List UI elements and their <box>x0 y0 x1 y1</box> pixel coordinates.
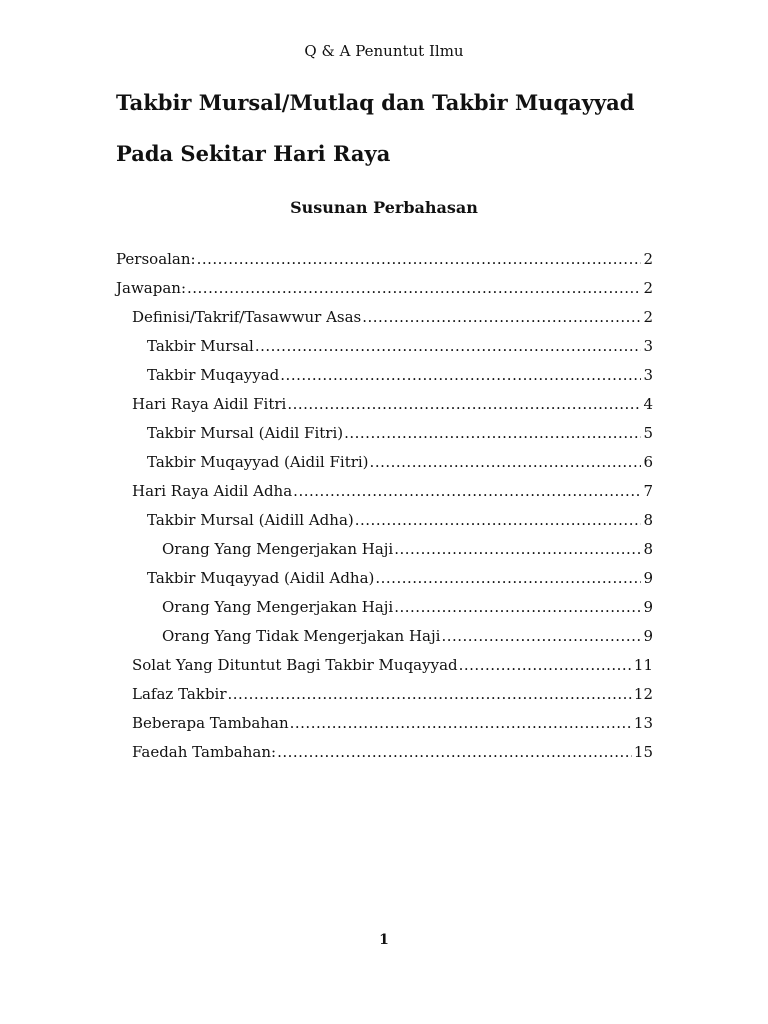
toc-entry[interactable] <box>116 537 653 566</box>
toc-entry-label: Persoalan: <box>116 250 196 268</box>
toc-entry-page: 2 <box>643 308 653 326</box>
toc-entry-page: 3 <box>643 366 653 384</box>
toc-entry-page: 9 <box>643 627 653 645</box>
toc-heading: Susunan Perbahasan <box>290 198 478 217</box>
toc-entry[interactable] <box>116 450 653 479</box>
toc-entry-label: Orang Yang Tidak Mengerjakan Haji <box>162 627 441 645</box>
toc-leader-dots <box>287 392 641 416</box>
toc-entry-label: Solat Yang Dituntut Bagi Takbir Muqayyad <box>132 656 458 674</box>
toc-entry-page: 8 <box>643 540 653 558</box>
toc-entry[interactable] <box>116 305 653 334</box>
toc-entry-page: 12 <box>633 685 653 703</box>
toc-entry-label: Takbir Mursal (Aidill Adha) <box>147 511 354 529</box>
toc-entry[interactable] <box>116 624 653 653</box>
toc-leader-dots <box>277 740 632 764</box>
toc-leader-dots <box>197 247 642 271</box>
toc-entry[interactable] <box>116 508 653 537</box>
toc-entry[interactable] <box>116 566 653 595</box>
toc-leader-dots <box>355 508 642 532</box>
toc-leader-dots <box>394 537 641 561</box>
toc-entry[interactable] <box>116 653 653 682</box>
toc-leader-dots <box>255 334 642 358</box>
toc-entry[interactable] <box>116 479 653 508</box>
toc-leader-dots <box>362 305 641 329</box>
toc-entry[interactable] <box>116 682 653 711</box>
toc-entry-page: 5 <box>643 424 653 442</box>
toc-entry-page: 6 <box>643 453 653 471</box>
toc-entry-label: Orang Yang Mengerjakan Haji <box>162 598 394 616</box>
toc-leader-dots <box>290 711 632 735</box>
toc-entry-label: Takbir Muqayyad (Aidil Adha) <box>147 569 375 587</box>
page-number: 1 <box>379 932 389 948</box>
toc-entry[interactable] <box>116 711 653 740</box>
toc-entry[interactable] <box>116 334 653 363</box>
toc-entry-label: Lafaz Takbir <box>132 685 227 703</box>
toc-entry[interactable] <box>116 247 653 276</box>
toc-entry[interactable] <box>116 740 653 769</box>
toc-entry-label: Orang Yang Mengerjakan Haji <box>162 540 394 558</box>
running-header: Q & A Penuntut Ilmu <box>304 42 464 60</box>
toc-entry[interactable] <box>116 421 653 450</box>
toc-entry-label: Takbir Mursal (Aidil Fitri) <box>147 424 344 442</box>
toc-leader-dots <box>228 682 632 706</box>
toc-entry-page: 7 <box>643 482 653 500</box>
toc-leader-dots <box>187 276 641 300</box>
toc-entry-label: Beberapa Tambahan <box>132 714 289 732</box>
document-title-line-2: Pada Sekitar Hari Raya <box>116 141 391 166</box>
toc-leader-dots <box>280 363 641 387</box>
toc-entry-label: Takbir Muqayyad <box>147 366 280 384</box>
toc-leader-dots <box>459 653 632 677</box>
toc-leader-dots <box>370 450 642 474</box>
toc-entry[interactable] <box>116 363 653 392</box>
toc-entry-page: 4 <box>643 395 653 413</box>
toc-entry-label: Faedah Tambahan: <box>132 743 277 761</box>
toc-entry-page: 8 <box>643 511 653 529</box>
toc-leader-dots <box>441 624 641 648</box>
table-of-contents <box>116 247 653 769</box>
toc-entry-label: Hari Raya Aidil Fitri <box>132 395 287 413</box>
toc-entry-page: 2 <box>643 250 653 268</box>
document-title-line-1: Takbir Mursal/Mutlaq dan Takbir Muqayyad <box>116 90 635 115</box>
toc-entry[interactable] <box>116 392 653 421</box>
toc-entry-page: 11 <box>633 656 653 674</box>
toc-entry[interactable] <box>116 595 653 624</box>
toc-entry-page: 3 <box>643 337 653 355</box>
toc-entry[interactable] <box>116 276 653 305</box>
toc-leader-dots <box>293 479 641 503</box>
toc-entry-page: 13 <box>633 714 653 732</box>
toc-entry-label: Jawapan: <box>116 279 186 297</box>
toc-entry-label: Takbir Muqayyad (Aidil Fitri) <box>147 453 369 471</box>
toc-entry-label: Definisi/Takrif/Tasawwur Asas <box>132 308 362 326</box>
toc-leader-dots <box>344 421 641 445</box>
toc-leader-dots <box>375 566 641 590</box>
toc-entry-page: 2 <box>643 279 653 297</box>
toc-leader-dots <box>394 595 641 619</box>
toc-entry-page: 9 <box>643 569 653 587</box>
toc-entry-page: 9 <box>643 598 653 616</box>
toc-entry-page: 15 <box>633 743 653 761</box>
toc-entry-label: Hari Raya Aidil Adha <box>132 482 293 500</box>
toc-entry-label: Takbir Mursal <box>147 337 254 355</box>
